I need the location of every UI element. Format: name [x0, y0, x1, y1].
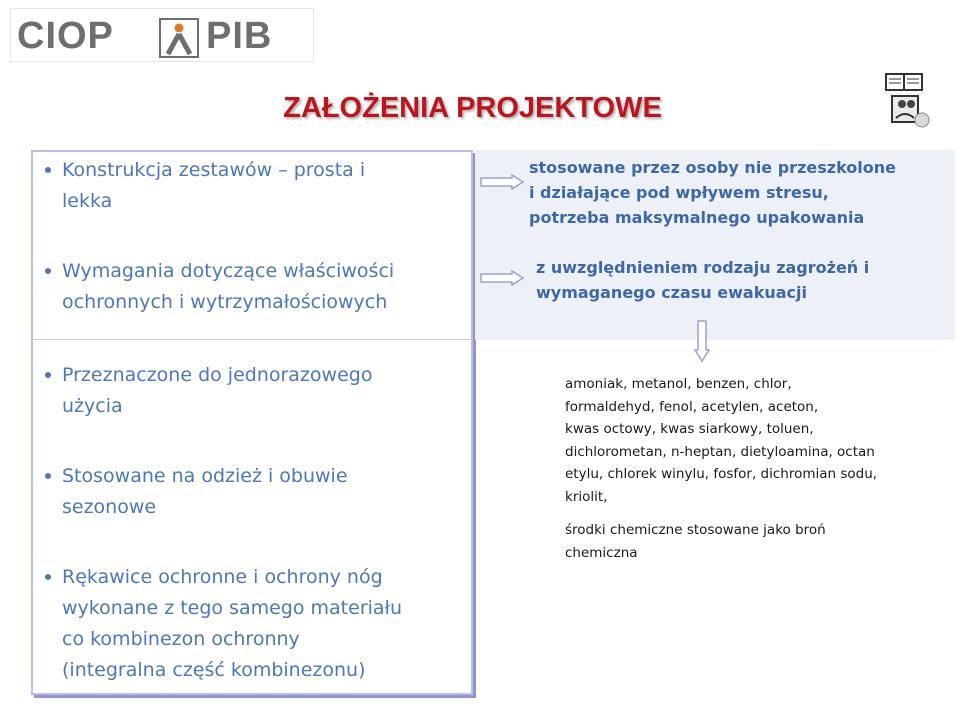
bullet-line: lekka: [62, 190, 113, 212]
note-threat-type: [536, 255, 946, 305]
bullet-line: co kombinezon ochronny: [62, 628, 300, 650]
bullet-line: Stosowane na odzież i obuwie: [62, 465, 348, 487]
chemicals-line: etylu, chlorek winylu, fosfor, dichromian sodu,: [565, 466, 878, 482]
chemicals-line: kwas octowy, kwas siarkowy, toluen,: [565, 421, 814, 437]
bullet-line: wykonane z tego samego materiału: [62, 597, 402, 619]
chemical-warfare-note: [565, 519, 935, 564]
page-title: ZAŁOŻENIA PROJEKTOWE: [283, 92, 662, 124]
right-arrow-icon: [480, 270, 524, 286]
chemicals-line: dichlorometan, n-heptan, dietyloamina, octan: [565, 443, 875, 460]
right-arrow-icon: [480, 174, 524, 190]
ciop-pib-logo: [10, 8, 314, 62]
note-line: potrzeba maksymalnego upakowania: [529, 208, 865, 227]
bullet-line: użycia: [62, 395, 123, 417]
bullet-construction: [62, 155, 462, 217]
book-and-figure-icon: [880, 72, 932, 130]
warfare-line: środki chemiczne stosowane jako broń: [565, 522, 826, 538]
bullet-line: ochronnych i wytrzymałościowych: [62, 291, 388, 313]
chemicals-line: kriolit,: [565, 488, 608, 505]
warfare-line: chemiczna: [565, 544, 638, 561]
bullet-clothing-footwear: [62, 461, 462, 523]
person-logo-icon: [159, 18, 199, 58]
bullet-line: Rękawice ochronne i ochrony nóg: [62, 566, 383, 588]
note-line: stosowane przez osoby nie przeszkolone: [529, 158, 896, 177]
bullet-single-use: [62, 360, 462, 422]
note-untrained-users: [529, 155, 939, 230]
logo-pib-text: PIB: [206, 15, 273, 57]
bullet-line: Konstrukcja zestawów – prosta i: [62, 159, 366, 181]
down-arrow-icon: [694, 320, 710, 362]
chemicals-line: formaldehyd, fenol, acetylen, aceton,: [565, 398, 819, 415]
logo-ciop-text: CIOP: [17, 15, 114, 57]
bullet-gloves: [62, 562, 462, 686]
bullet-dot: [45, 473, 51, 479]
chemicals-line: amoniak, metanol, benzen, chlor,: [565, 376, 792, 392]
bullet-line: Przeznaczone do jednorazowego: [62, 364, 373, 386]
note-line: wymaganego czasu ewakuacji: [536, 283, 807, 302]
note-line: z uwzględnieniem rodzaju zagrożeń i: [536, 258, 870, 277]
bullet-line: sezonowe: [62, 496, 157, 518]
bullet-line: (integralna część kombinezonu): [62, 659, 366, 681]
bullet-dot: [45, 167, 51, 173]
chemicals-list: [565, 373, 935, 508]
bullet-dot: [45, 372, 51, 378]
note-line: i działające pod wpływem stresu,: [529, 183, 829, 202]
bullet-dot: [45, 268, 51, 274]
bullet-dot: [45, 574, 51, 580]
bullet-line: Wymagania dotyczące właściwości: [62, 260, 395, 282]
bullet-requirements: [62, 256, 462, 318]
